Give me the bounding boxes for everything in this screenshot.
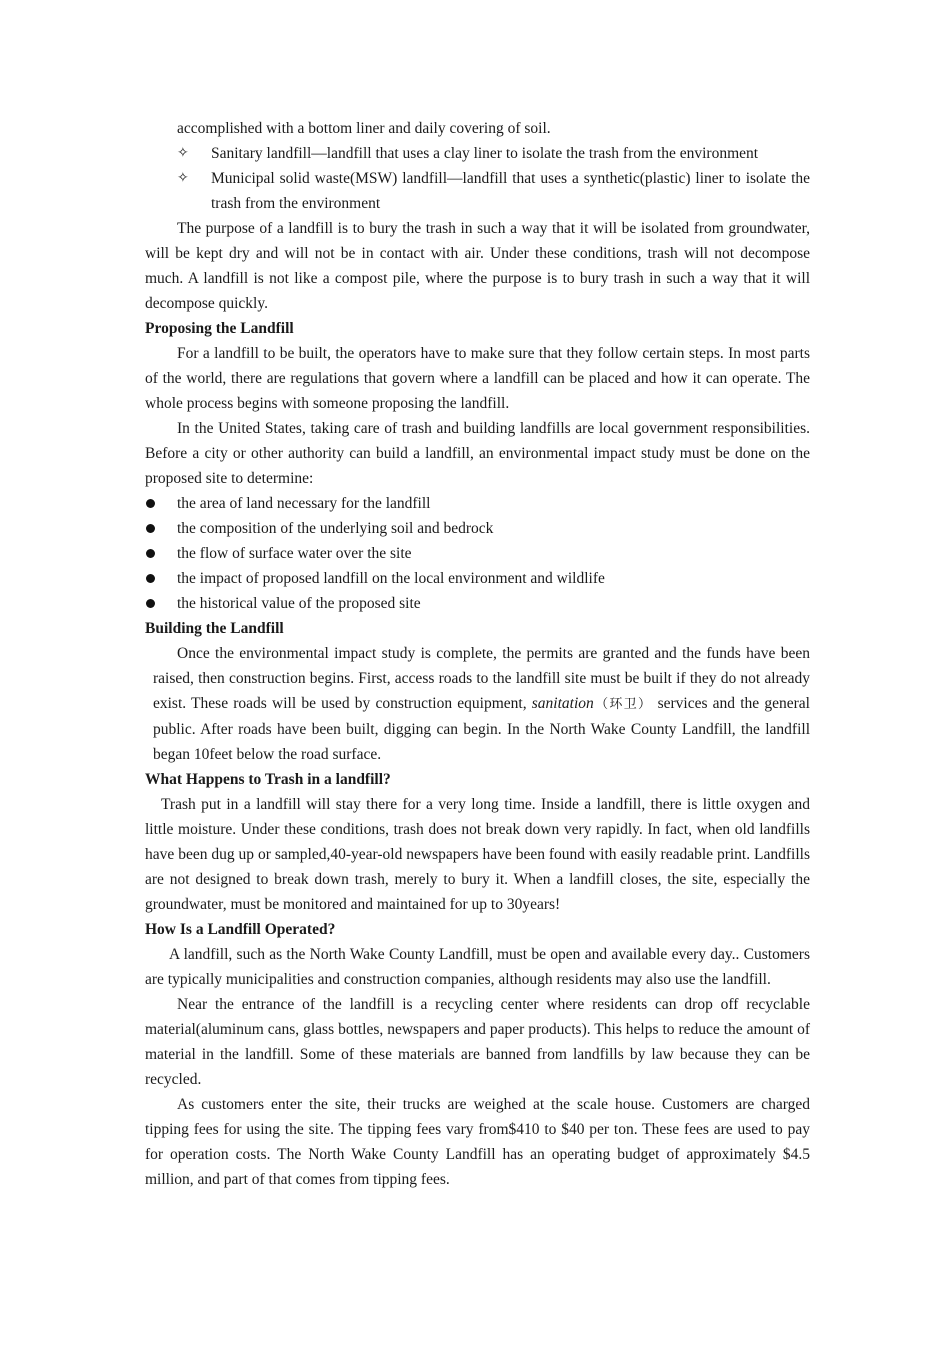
- definition-text: Sanitary landfill—landfill that uses a clay liner to isolate the trash from the environment: [211, 145, 759, 162]
- paragraph-purpose: The purpose of a landfill is to bury the trash in such a way that it will be isolated from groundwater, will be kept dry and will not be in contact with air. Under these conditions, trash will not decompose much. A landfill is not like a compost pile, where the purpose is to bury trash in such a way that it will decompose quickly.: [145, 220, 810, 312]
- definition-text: Municipal solid waste(MSW) landfill—landfill that uses a synthetic(plastic) liner to isolate the trash from the environment: [211, 170, 810, 212]
- list-item: [145, 516, 810, 541]
- diamond-bullet-icon: ✧: [177, 170, 189, 186]
- paragraph-operated-3: As customers enter the site, their trucks are weighed at the scale house. Customers are charged tipping fees for using the site. The tipping fees vary from$410 to $40 per ton. These fees are used to pay for operation costs. The North Wake County Landfill has an operating budget of approximately $4.5 million, and part of that comes from tipping fees.: [145, 1096, 810, 1188]
- section-heading-trash: What Happens to Trash in a landfill?: [145, 771, 391, 788]
- paragraph-proposing-2: In the United States, taking care of trash and building landfills are local government responsibilities. Before a city or other authority can build a landfill, an environmental impact study must be done on the proposed site to determine:: [145, 420, 810, 487]
- paragraph-trash: Trash put in a landfill will stay there for a very long time. Inside a landfill, there is little oxygen and little moisture. Under these conditions, trash does not break down very rapidly. In fact, when old landfills have been dug up or sampled,40-year-old newspapers have been found with easily readable print. Landfills are not designed to break down trash, merely to bury it. When a landfill closes, the site, especially the groundwater, must be monitored and maintained for up to 30years!: [145, 796, 810, 913]
- bullet-dot-icon: [145, 541, 177, 566]
- intro-line: accomplished with a bottom liner and daily covering of soil.: [177, 120, 551, 137]
- diamond-bullet-icon: ✧: [177, 145, 189, 161]
- list-item-text: the impact of proposed landfill on the local environment and wildlife: [177, 570, 605, 587]
- definition-item-msw: [145, 166, 810, 216]
- paragraph-building-text-a: Once the environmental impact study is complete, the permits are granted and the funds have been raised, then construction begins. First, access roads to the landfill site must be built if they do not already exist. These roads will be used by construction equipment,: [153, 645, 810, 712]
- term-sanitation: sanitation: [531, 695, 594, 712]
- list-item-text: the area of land necessary for the landfill: [177, 495, 431, 512]
- bullet-list: [145, 491, 810, 616]
- list-item: [145, 491, 810, 516]
- list-item: [145, 541, 810, 566]
- term-translation: （环卫）: [593, 697, 653, 712]
- list-item-text: the flow of surface water over the site: [177, 545, 412, 562]
- section-heading-building: Building the Landfill: [145, 620, 284, 637]
- list-item: [145, 566, 810, 591]
- bullet-dot-icon: [145, 566, 177, 591]
- paragraph-proposing-1: For a landfill to be built, the operators have to make sure that they follow certain steps. In most parts of the world, there are regulations that govern where a landfill can be placed and how it can operate. The whole process begins with someone proposing the landfill.: [145, 345, 810, 412]
- document-page: [145, 116, 810, 1192]
- paragraph-operated-2: Near the entrance of the landfill is a recycling center where residents can drop off recyclable material(aluminum cans, glass bottles, newspapers and paper products). This helps to reduce the amount of material in the landfill. Some of these materials are banned from landfills by law because they can be recycled.: [145, 996, 810, 1088]
- list-item-text: the historical value of the proposed site: [177, 595, 421, 612]
- definition-item-sanitary: [145, 141, 810, 166]
- bullet-dot-icon: [145, 516, 177, 541]
- paragraph-building: [145, 641, 810, 767]
- list-item-text: the composition of the underlying soil and bedrock: [177, 520, 494, 537]
- paragraph-operated-1: A landfill, such as the North Wake County Landfill, must be open and available every day.. Customers are typically municipalities and construction companies, although residents may also use the landfill.: [145, 946, 810, 988]
- bullet-dot-icon: [145, 491, 177, 516]
- section-heading-operated: How Is a Landfill Operated?: [145, 921, 336, 938]
- list-item: [145, 591, 810, 616]
- section-heading-proposing: Proposing the Landfill: [145, 320, 294, 337]
- bullet-dot-icon: [145, 591, 177, 616]
- paragraph-building-text-b: services and the general public. After roads have been built, digging can begin. In the North Wake County Landfill, the landfill began 10feet below the road surface.: [153, 695, 810, 763]
